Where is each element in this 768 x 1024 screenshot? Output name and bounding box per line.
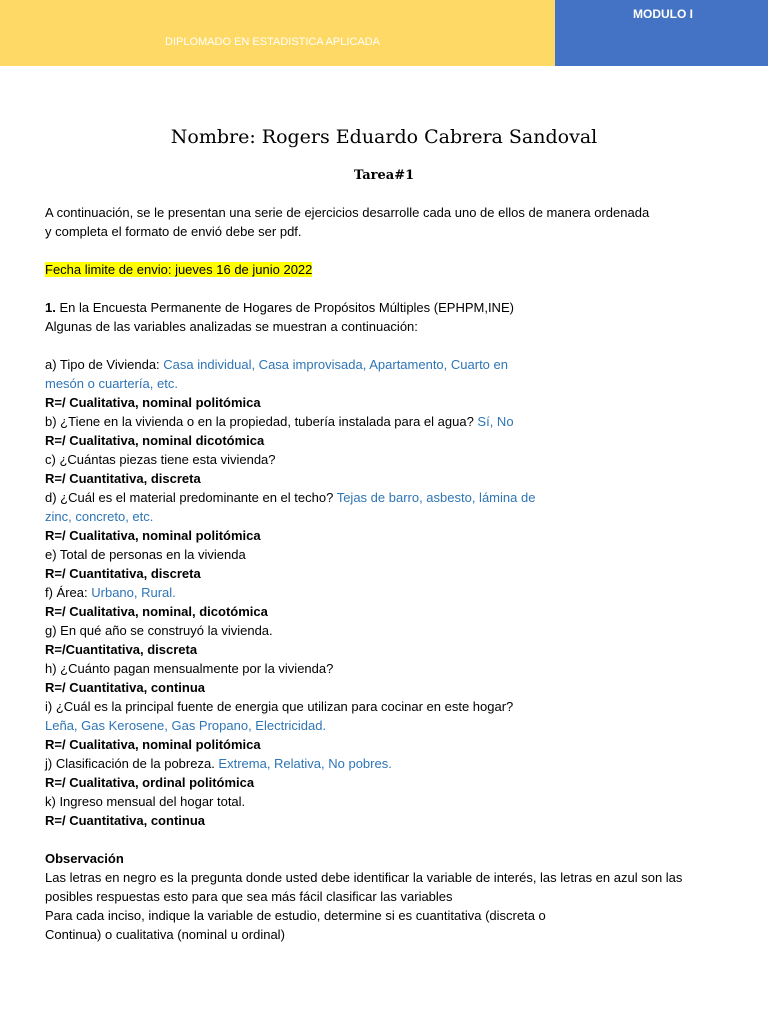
response-c: R=/ Cuantitativa, discreta (45, 471, 201, 486)
intro-line: y completa el formato de envió debe ser pdf. (45, 224, 302, 239)
module-label: MODULO I (633, 7, 693, 21)
response-d: R=/ Cualitativa, nominal politómica (45, 528, 261, 543)
header-module-banner (555, 0, 768, 66)
exercise-line: Algunas de las variables analizadas se muestran a continuación: (45, 319, 418, 334)
response-a: R=/ Cualitativa, nominal politómica (45, 395, 261, 410)
document-subtitle: Tarea#1 (353, 168, 415, 183)
answer-options: Urbano, Rural. (91, 585, 176, 600)
question-e: e) Total de personas en la vivienda (45, 547, 246, 562)
response-b: R=/ Cualitativa, nominal dicotómica (45, 433, 265, 448)
answer-options: mesón o cuartería, etc. (45, 376, 178, 391)
response-h: R=/ Cuantitativa, continua (45, 680, 205, 695)
response-k: R=/ Cuantitativa, continua (45, 813, 205, 828)
question-d: d) ¿Cuál es el material predominante en el techo? Tejas de barro, asbesto, lámina de (45, 490, 536, 505)
question-k: k) Ingreso mensual del hogar total. (45, 794, 246, 809)
header-course-banner (0, 0, 555, 66)
deadline-highlight: Fecha limite de envio: jueves 16 de junio 2022 (45, 262, 313, 277)
question-a: a) Tipo de Vivienda: Casa individual, Casa improvisada, Apartamento, Cuarto en (45, 357, 508, 372)
observation-line: Para cada inciso, indique la variable de estudio, determine si es cuantitativa (discreta o (45, 908, 546, 923)
response-g: R=/Cuantitativa, discreta (45, 642, 198, 657)
question-f: f) Área: Urbano, Rural. (45, 585, 176, 600)
answer-options: Sí, No (477, 414, 514, 429)
answer-options: Tejas de barro, asbesto, lámina de (336, 490, 536, 505)
answer-options: Casa individual, Casa improvisada, Apartamento, Cuarto en (163, 357, 508, 372)
observation-heading: Observación (45, 851, 124, 866)
question-b: b) ¿Tiene en la vivienda o en la propiedad, tubería instalada para el agua? Sí, No (45, 414, 514, 429)
question-h: h) ¿Cuánto pagan mensualmente por la vivienda? (45, 661, 334, 676)
response-j: R=/ Cualitativa, ordinal politómica (45, 775, 255, 790)
response-f: R=/ Cualitativa, nominal, dicotómica (45, 604, 268, 619)
answer-options: Leña, Gas Kerosene, Gas Propano, Electricidad. (45, 718, 327, 733)
response-i: R=/ Cualitativa, nominal politómica (45, 737, 261, 752)
course-title: DIPLOMADO EN ESTADISTICA APLICADA (165, 36, 380, 48)
question-g: g) En qué año se construyó la vivienda. (45, 623, 273, 638)
observation-line: Las letras en negro es la pregunta donde usted debe identificar la variable de interés, las letras en azul son las (45, 870, 683, 885)
answer-options: zinc, concreto, etc. (45, 509, 154, 524)
document-title: Nombre: Rogers Eduardo Cabrera Sandoval (170, 126, 598, 148)
exercise-line: 1. En la Encuesta Permanente de Hogares de Propósitos Múltiples (EPHPM,INE) (45, 300, 514, 315)
exercise-number: 1. (45, 300, 56, 315)
answer-options: Extrema, Relativa, No pobres. (218, 756, 392, 771)
intro-line: A continuación, se le presentan una serie de ejercicios desarrolle cada uno de ellos de manera ordenada (45, 205, 650, 220)
observation-line: Continua) o cualitativa (nominal u ordinal) (45, 927, 285, 942)
document-body (45, 203, 735, 944)
response-e: R=/ Cuantitativa, discreta (45, 566, 201, 581)
observation-line: posibles respuestas esto para que sea más fácil clasificar las variables (45, 889, 453, 904)
question-j: j) Clasificación de la pobreza. Extrema, Relativa, No pobres. (45, 756, 392, 771)
question-i: i) ¿Cuál es la principal fuente de energia que utilizan para cocinar en este hogar? (45, 699, 514, 714)
question-c: c) ¿Cuántas piezas tiene esta vivienda? (45, 452, 276, 467)
